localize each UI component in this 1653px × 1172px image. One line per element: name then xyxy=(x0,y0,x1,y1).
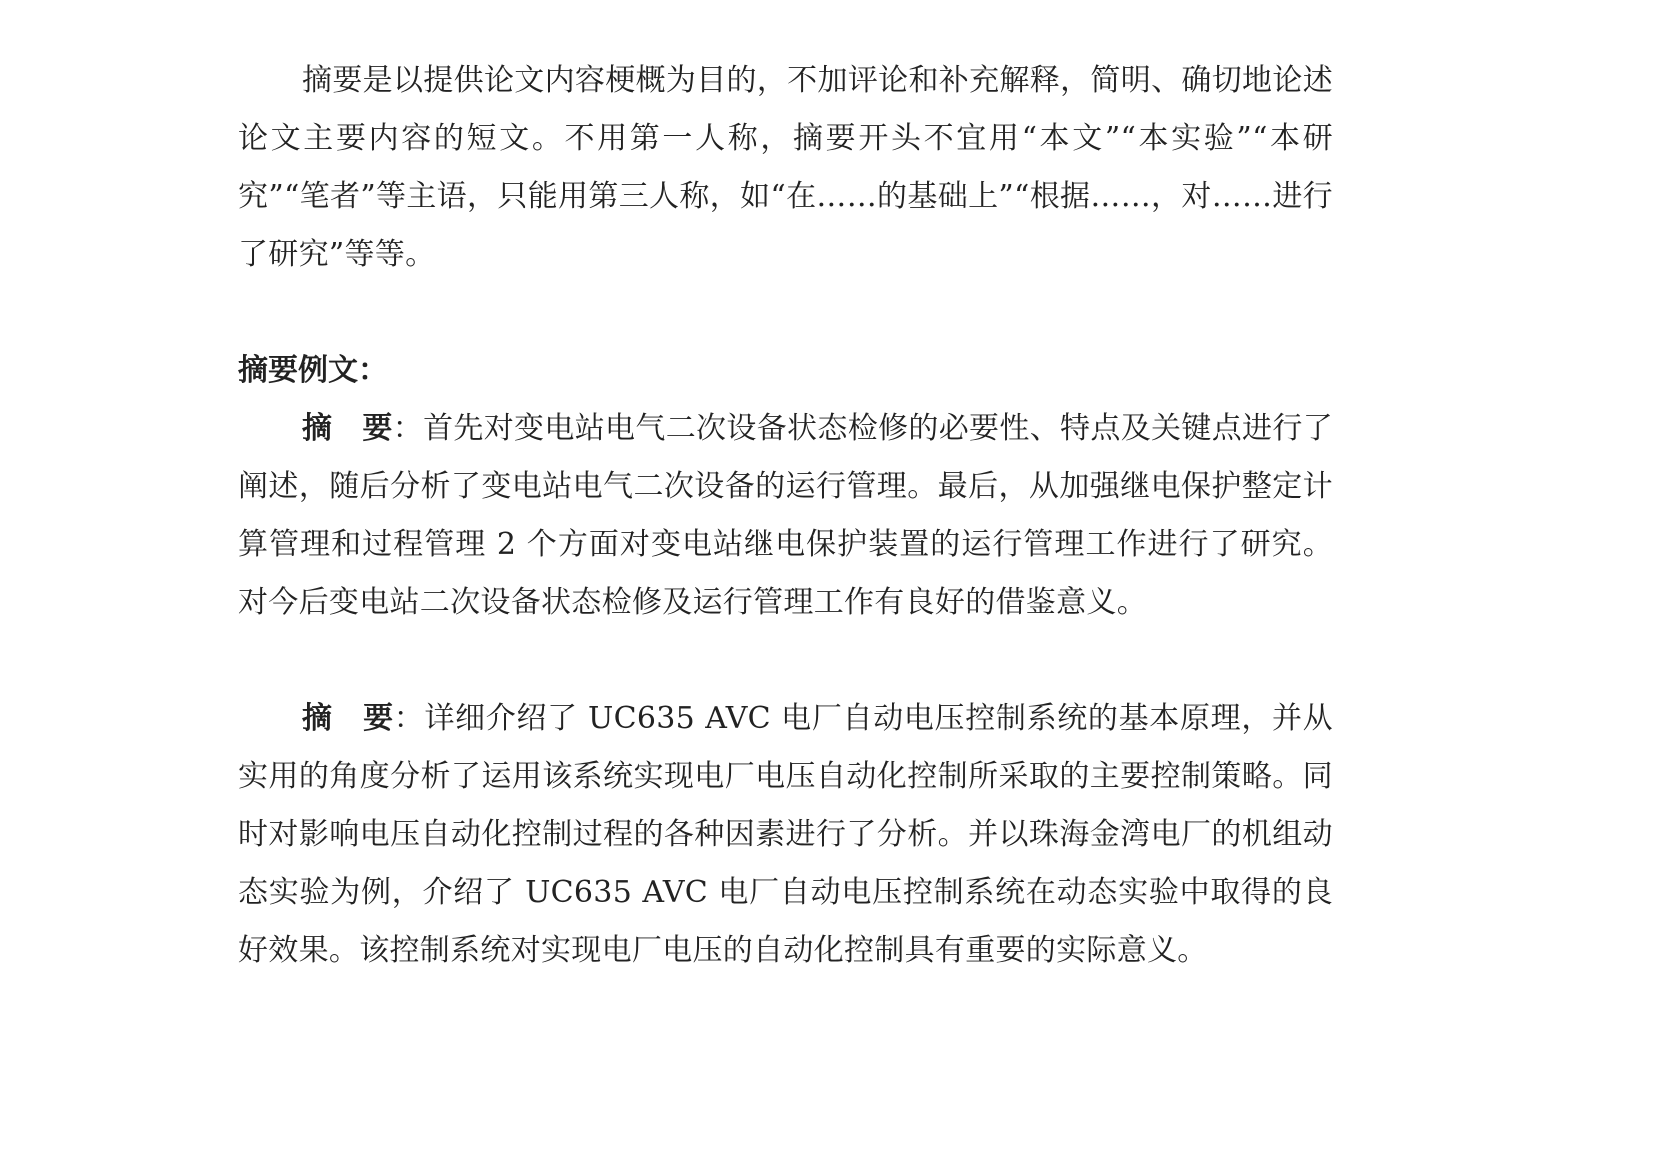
section-heading: 摘要例文： xyxy=(238,353,388,388)
example-abstract-1 xyxy=(238,400,1333,632)
abstract-label-char-1: 摘 xyxy=(302,701,333,736)
abstract-label-colon: ： xyxy=(392,411,424,446)
paragraph-spacer xyxy=(238,632,1333,690)
abstract-label-char-1: 摘 xyxy=(302,411,333,446)
example-abstract-2 xyxy=(238,690,1333,980)
abstract-body: 详细介绍了 UC635 AVC 电厂自动电压控制系统的基本原理，并从实用的角度分析了运用该系统实现电厂电压自动化控制所采取的主要控制策略。同时对影响电压自动化控制过程的各种因素进行了分析。并以珠海金湾电厂的机组动态实验为例，介绍了 UC635 AVC 电厂自动电压控制系统在动态实验中取得的良好效果。该控制系统对实现电厂电压的自动化控制具有重要的实际意义。 xyxy=(238,701,1333,968)
paragraph-spacer xyxy=(238,284,1333,342)
abstract-body: 首先对变电站电气二次设备状态检修的必要性、特点及关键点进行了阐述，随后分析了变电站电气二次设备的运行管理。最后，从加强继电保护整定计算管理和过程管理 2 个方面对变电站继电保护装置的运行管理工作进行了研究。对今后变电站二次设备状态检修及运行管理工作有良好的借鉴意义。 xyxy=(238,411,1333,620)
abstract-label-colon: ： xyxy=(393,701,425,736)
abstract-label-char-2: 要 xyxy=(362,411,393,446)
abstract-label-char-2: 要 xyxy=(362,701,394,736)
document-page xyxy=(238,52,1333,980)
intro-paragraph: 摘要是以提供论文内容梗概为目的，不加评论和补充解释，简明、确切地论述论文主要内容的短文。不用第一人称，摘要开头不宜用“本文”“本实验”“本研究”“笔者”等主语，只能用第三人称，如“在……的基础上”“根据……，对……进行了研究”等等。 xyxy=(238,63,1333,272)
